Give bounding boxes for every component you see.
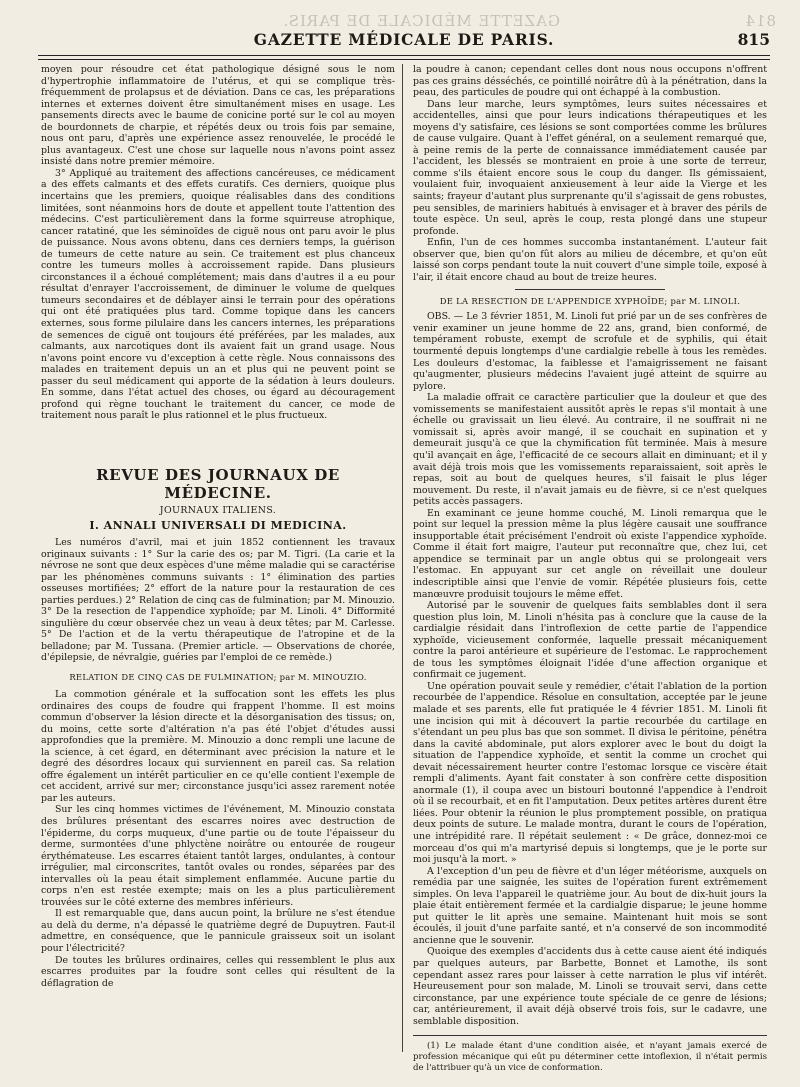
fulmination-paragraph: la poudre à canon; cependant celles dont nous nous occupons n'offrent pas ces grains désséchés, ce pointillé noirâtre dû à la pénétration, dans la peau, des particules de poudre qui ont échappé à la combustion.	[413, 64, 767, 99]
footnote-rule	[413, 1035, 767, 1036]
column-divider	[402, 64, 403, 1052]
review-journal-heading: I. ANNALI UNIVERSALI DI MEDICINA.	[89, 518, 347, 532]
bleed-through-title: GAZETTE MÉDICALE DE PARIS.	[282, 12, 560, 30]
relation-paragraph: De toutes les brûlures ordinaires, celles qui ressemblent le plus aux escarres produites par la foudre sont celles qui résultent de la déflagration de	[41, 954, 395, 989]
journal-title: GAZETTE MÉDICALE DE PARIS.	[253, 30, 555, 49]
relation-paragraph: Il est remarquable que, dans aucun point, la brûlure ne s'est étendue au delà du derme, n'a dépassé le quatrième degré de Dupuytren. Faut-il admettre, en conséquence, que le pannicule graisseux soit un isolant pour l'électricité?	[41, 908, 395, 954]
page-number: 815	[737, 30, 770, 49]
resection-paragraph: La maladie offrait ce caractère particulier que la douleur et que des vomissements se manifestaient aussitôt après le repas s'il montait à une échelle ou gravissait un lieu élevé. Au contraire, il ne souffrait ni ne vomissait si, après avoir mangé, il se couchait en supination et y demeurait jusqu'à ce que la chymification fût terminée. Mais à mesure qu'il avançait en âge, l'efficacité de ce secours allait en diminuant; et il y avait déjà trois mois que les vomissements reparaissaient, soit après le repas, soit au bout de quelques heures, s'il faisait le plus léger mouvement. Du reste, il n'avait jamais eu de fièvre, si ce n'est quelques petits accès passagers.	[413, 392, 767, 508]
page-header	[38, 30, 770, 52]
intro-paragraph: 3° Appliqué au traitement des affections cancéreuses, ce médicament a des effets calmants et des effets curatifs. Ces derniers, quoique plus incertains que les premiers, quoique réalisables dans des conditions limitées, sont néanmoins hors de doute et appellent toute l'attention des médecins. C'est particulièrement dans la forme squirreuse atrophique, cancer ratatiné, que les séminoïdes de ciguë nous ont paru avoir le plus de puissance. Nous avons obtenu, dans ces derniers temps, la guérison de tumeurs de cette nature au sein. Ce traitement est plus chanceux contre les tumeurs molles à accroissement rapide. Dans plusieurs circonstances il a échoué complétement; mais dans d'autres il a eu pour résultat d'enrayer l'accroissement, de diminuer le volume de quelques tumeurs secondaires et de déblayer ainsi le terrain pour des opérations qui ont été pratiquées plus tard. Comme topique dans les cancers externes, sous forme pilulaire dans les cancers internes, les préparations de semences de ciguë ont toujours été préférées, par les malades, aux calmants, aux narcotiques dont ils avaient fait un grand usage. Nous n'avons point encore vu d'exception à cette règle. Nous connaissons des malades en traitement depuis un an et plus qui ne peuvent point se passer du seul médicament qui apporte de la sédation à leurs douleurs. En somme, dans l'état actuel des choses, ou égard au découragement profond qui règne touchant le traitement du cancer, ce mode de traitement nous paraît le plus rationnel et le plus fructueux.	[41, 167, 395, 422]
left-column	[41, 64, 395, 989]
review-paragraph: Les numéros d'avril, mai et juin 1852 contiennent les travaux originaux suivants : 1° Sur la carie des os; par M. Tigri. (La carie et la névrose ne sont que deux espèces d'une même maladie qui se caractérise par les phénomènes communs suivants : 1° élimination des parties osseuses mortifiées; 2° effort de la nature pour la restauration de ces parties perdues.) 2° Relation de cinq cas de fulmination; par M. Minouzio. 3° De la resection de l'appendice xyphoïde; par M. Linoli. 4° Difformité singulière du cœur observée chez un veau à deux têtes; par M. Carlesse. 5° De l'action et de la vertu thérapeutique de l'atropine et de la belladone; par M. Tussana. (Premier article. — Observations de chorée, d'épilepsie, de névralgie, guéries par l'emploi de ce remède.)	[41, 536, 395, 664]
resection-paragraph: A l'exception d'un peu de fièvre et d'un léger météorisme, auxquels on remédia par une saignée, les suites de l'opération furent extrêmement simples. On leva l'appareil le quatrième jour. Au bout de dix-huit jours la plaie était entièrement fermée et la cardialgie disparue; le jeune homme put quitter le lit après une semaine. Maintenant huit mois se sont écoulés, il jouit d'une parfaite santé, et n'a conservé de son incommodité ancienne que le souvenir.	[413, 865, 767, 946]
relation-heading: RELATION DE CINQ CAS DE FULMINATION; par M. MINOUZIO.	[69, 671, 367, 682]
header-rule-thin	[38, 59, 770, 60]
relation-paragraph: Sur les cinq hommes victimes de l'événement, M. Minouzio constata des brûlures présentant des escarres noires avec destruction de l'épiderme, du corps muqueux, d'une partie ou de toute l'épaisseur du derme, surmontées d'une phlyctène noirâtre ou entourée de rougeur érythémateuse. Les escarres étaient tantôt larges, ondulantes, à contour irrégulier, mal circonscrites, tantôt ovales ou rondes, séparées par des intervalles où la peau était simplement enflammée. Aucune partie du corps n'en est restée exempte; mais on les a plus particulièrement trouvées sur le côté externe des membres inférieurs.	[41, 804, 395, 908]
resection-paragraph: Une opération pouvait seule y remédier, c'était l'ablation de la portion recourbée de l'appendice. Résolue en consultation, acceptée par le jeune malade et ses parents, elle fut pratiquée le 4 février 1851. M. Linoli fit une incision qui mit à découvert la partie recourbée du cartilage en s'étendant un peu plus bas que son sommet. Il divisa le péritoine, pénétra dans la cavité abdominale, put alors explorer avec le bout du doigt la situation de l'appendice xyphoïde, et sentit la comme un crochet qui devait nécessairement heurter contre l'estomac lorsque ce viscère était rempli d'aliments. Ayant fait constater à son confrère cette disposition anormale (1), il coupa avec un bistouri boutonné l'appendice à l'endroit où il se recourbait, et en fit l'amputation. Deux petites artères durent être liées. Pour obtenir la réunion le plus promptement possible, on pratiqua deux points de suture. Le malade montra, durant le cours de l'opération, une intrépidité rare. Il répétait seulement : « De grâce, donnez-moi ce morceau d'os qui m'a martyrisé depuis si longtemps, que je le porte sur moi jusqu'à la mort. »	[413, 680, 767, 866]
footnote: (1) Le malade étant d'une condition aisée, et n'ayant jamais exercé de profession mécanique qui eût pu déterminer cette intoflexion, il n'était permis de l'attribuer qu'à un vice de conformation.	[413, 1041, 767, 1074]
fulmination-paragraph: Dans leur marche, leurs symptômes, leurs suites nécessaires et accidentelles, ainsi que pour leurs indications thérapeutiques et les moyens d'y satisfaire, ces lésions se sont comportées comme les brûlures de cause vulgaire. Quant à l'effet général, on a seulement remarqué que, à peine remis de la perte de connaissance immédiatement causée par l'accident, les blessés se montraient en proie à une sorte de terreur, comme s'ils étaient encore sous le coup du danger. Ils gémissaient, voulaient fuir, invoquaient anxieusement à leur aide la Vierge et les saints; frayeur d'autant plus surprenante qu'il s'agissait de gens robustes, peu sensibles, de mariniers habitués à envisager et à braver des périls de toute espèce. Un seul, après le coup, resta plongé dans une stupeur profonde.	[413, 98, 767, 237]
resection-paragraph: OBS. — Le 3 février 1851, M. Linoli fut prié par un de ses confrères de venir examiner un jeune homme de 22 ans, grand, bien conformé, de tempérament robuste, exempt de scrofule et de syphilis, qui était tourmenté depuis longtemps d'une cardialgie rebelle à tous les remèdes. Les douleurs d'estomac, la faiblesse et l'amaigrissement ne faisant qu'augmenter, plusieurs médecins l'avaient jugé atteint de squirre au pylore.	[413, 311, 767, 392]
review-title: REVUE DES JOURNAUX DE MÉDECINE.	[96, 465, 340, 502]
intro-paragraph: moyen pour résoudre cet état pathologique désigné sous le nom d'hypertrophie inflammatoire de l'utérus, et qui se complique très-fréquemment de prolapsus et de déviation. Dans ce cas, les préparations internes et externes doivent être simultanément mises en usage. Les pansements directs avec le baume de conicine porté sur le col au moyen de bourdonnets de charpie, et répétés deux ou trois fois par semaine, nous ont paru, d'après une expérience assez renouvelée, le procédé le plus avantageux. C'est une chose sur laquelle nous n'avons point assez insisté dans notre premier mémoire.	[41, 64, 395, 168]
resection-paragraph: En examinant ce jeune homme couché, M. Linoli remarqua que le point sur lequel la pression même la plus légère causait une souffrance insupportable était précisément l'endroit où existe l'appendice xyphoïde. Comme il était fort maigre, l'auteur put reconnaître que, chez lui, cet appendice se terminait par un angle obtus qui se prolongeait vers l'estomac. En appuyant sur cet angle on réveillait une douleur indescriptible ainsi que l'envie de vomir. Répétée plusieurs fois, cette manœuvre produisit toujours le même effet.	[413, 507, 767, 600]
section-rule	[515, 289, 665, 290]
resection-heading: DE LA RESECTION DE L'APPENDICE XYPHOÏDE; par M. LINOLI.	[439, 296, 741, 307]
right-column	[413, 64, 767, 1074]
resection-paragraph: Quoique des exemples d'accidents dus à cette cause aient été indiqués par quelques auteurs, par Barbette, Bonnet et Lamothe, ils sont cependant assez rares pour laisser à cette narration le plus vif intérêt. Heureusement pour son malade, M. Linoli se trouvait servi, dans cette circonstance, par une expérience toute spéciale de ce genre de lésions; car, antérieurement, il avait déjà observé trois fois, sur le cadavre, une semblable disposition.	[413, 946, 767, 1027]
header-rule	[38, 55, 770, 56]
relation-paragraph: La commotion générale et la suffocation sont les effets les plus ordinaires des coups de foudre qui frappent l'homme. Il est moins commun d'observer la lésion directe et la désorganisation des tissus; on, du moins, cette sorte d'altération n'a pas été l'objet d'études aussi approfondies que la première. M. Minouzio a donc rempli une lacune de la science, à cet égard, en déterminant avec précision la nature et le degré des désordres locaux qui surviennent en pareil cas. Sa relation offre également un intérêt particulier en ce qu'elle contient l'exemple de cet accident, arrivé sur mer; circonstance jusqu'ici assez rarement notée par les auteurs.	[41, 688, 395, 804]
review-subtitle: JOURNAUX ITALIENS.	[159, 504, 277, 516]
bleed-through-page-number: 814	[744, 12, 776, 30]
fulmination-paragraph: Enfin, l'un de ces hommes succomba instantanément. L'auteur fait observer que, bien qu'on fût alors au milieu de décembre, et qu'on eût laissé son corps pendant toute la nuit couvert d'une simple toile, exposé à l'air, il était encore chaud au bout de treize heures.	[413, 237, 767, 283]
resection-paragraph: Autorisé par le souvenir de quelques faits semblables dont il sera question plus loin, M. Linoli n'hésita pas à conclure que la cause de la cardialgie résidait dans l'introflexion de cette partie de l'appendice xyphoïde, vicieusement conformée, laquelle pressait mécaniquement contre la paroi antérieure et supérieure de l'estomac. Le rapprochement de tous les symptômes éloignait l'idée d'une affection organique et confirmait ce jugement.	[413, 600, 767, 681]
